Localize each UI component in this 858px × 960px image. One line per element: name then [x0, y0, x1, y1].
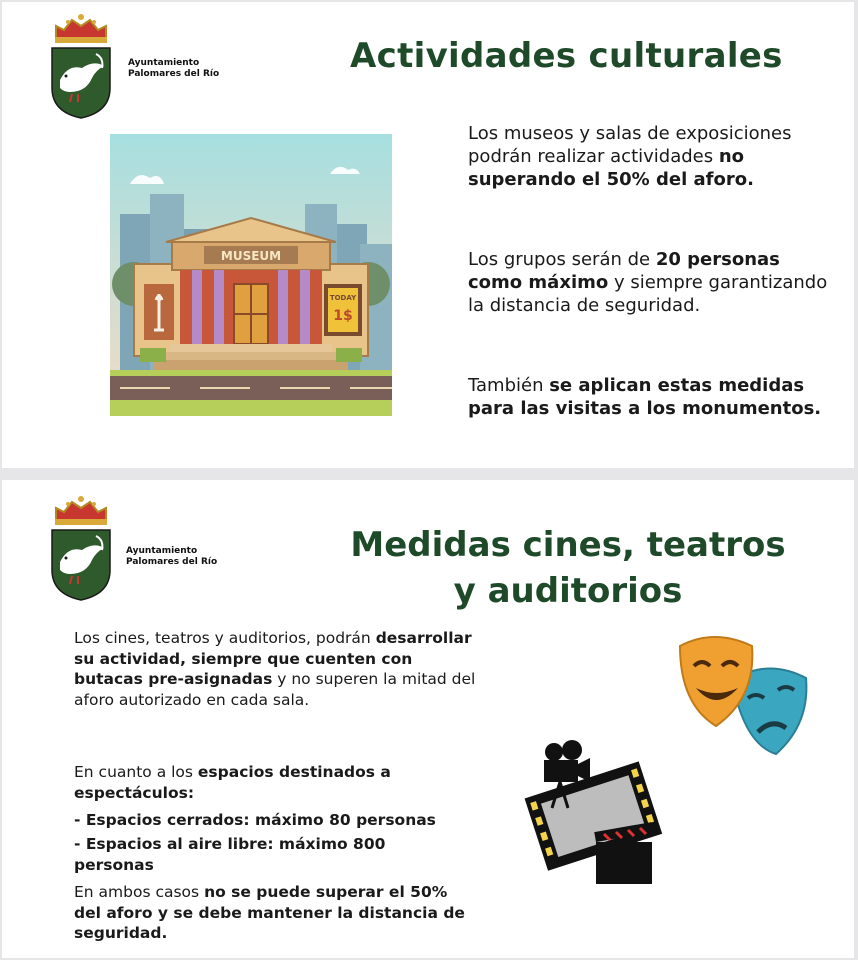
- paragraph-museums-bold: no superando el 50% del aforo.: [468, 146, 754, 190]
- organization-line1: Ayuntamiento: [128, 58, 200, 68]
- museum-sign: MUSEUM: [220, 249, 282, 263]
- poster-line2: 1$: [333, 308, 353, 324]
- museum-illustration: [110, 134, 392, 416]
- paragraph-groups-bold: 20 personas como máximo: [468, 249, 780, 293]
- town-crest-icon: [46, 490, 116, 602]
- paragraph-both-cases-bold: no se puede superar el 50% del aforo y se debe mantener la distancia de seguridad.: [74, 883, 465, 942]
- organization-name: [126, 546, 217, 568]
- paragraph-groups-text: Los grupos serán de: [468, 249, 656, 270]
- paragraph-museums: [468, 122, 838, 191]
- slide-title: Actividades culturales: [350, 36, 783, 76]
- slide-title-line1: Medidas cines, teatros: [350, 525, 786, 565]
- organization-line1: Ayuntamiento: [126, 546, 198, 556]
- cinema-film-icon: [524, 738, 674, 888]
- paragraph-cinemas-text: Los cines, teatros y auditorios, podrán: [74, 629, 376, 647]
- paragraph-both-cases-text: En ambos casos: [74, 883, 205, 901]
- paragraph-museums-text: Los museos y salas de exposiciones podrán realizar actividades: [468, 123, 792, 167]
- paragraph-spaces-text: En cuanto a los: [74, 763, 198, 781]
- paragraph-cinemas: [74, 628, 484, 710]
- paragraph-monuments: [468, 374, 838, 420]
- paragraph-groups-text-2: y siempre garantizando la distancia de seguridad.: [468, 272, 828, 316]
- paragraph-monuments-text: También: [468, 375, 550, 396]
- paragraph-groups: [468, 248, 838, 317]
- organization-line2: Palomares del Río: [126, 557, 218, 567]
- paragraph-cinemas-bold: desarrollar su actividad, siempre que cuenten con butacas pre-asignadas: [74, 629, 472, 688]
- town-crest-icon: [46, 8, 116, 120]
- paragraph-spaces-bold: espacios destinados a espectáculos:: [74, 763, 391, 802]
- slide-title: [338, 522, 798, 614]
- list-item-closed: - Espacios cerrados: máximo 80 personas: [74, 811, 436, 829]
- paragraph-spaces: [74, 762, 474, 803]
- organization-name: [128, 58, 219, 80]
- paragraph-both-cases: [74, 882, 474, 944]
- paragraph-monuments-bold: se aplican estas medidas para las visitas a los monumentos.: [468, 375, 822, 419]
- theatre-masks-icon: [672, 628, 818, 764]
- list-item-outdoor: - Espacios al aire libre: máximo 800 personas: [74, 835, 386, 874]
- slide-title-line2: y auditorios: [453, 571, 683, 611]
- organization-line2: Palomares del Río: [128, 69, 220, 79]
- paragraph-cinemas-text-2: y no superen la mitad del aforo autorizado en cada sala.: [74, 670, 476, 709]
- slide-actividades-culturales: [2, 2, 854, 468]
- poster-line1: TODAY: [329, 294, 357, 302]
